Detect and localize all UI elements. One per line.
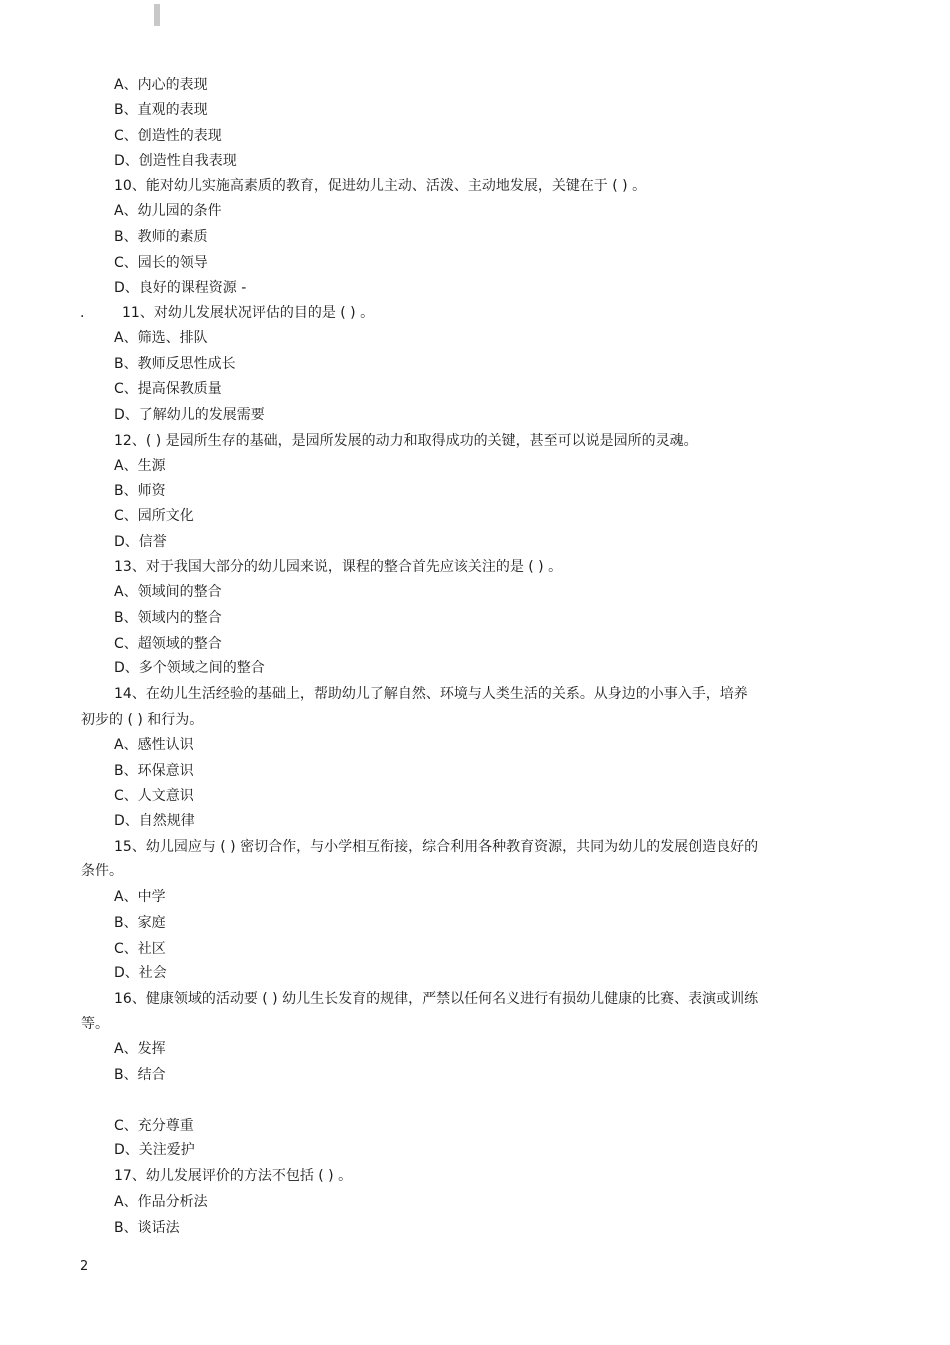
question-16: 16、健康领域的活动要 ( ) 幼儿生长发育的规律，严禁以任何名义进行有损幼儿健康的比赛、表演或训练 (114, 991, 759, 1007)
question-16-continuation: 等。 (81, 1016, 109, 1032)
question-15: 15、幼儿园应与 ( ) 密切合作，与小学相互衔接，综合利用各种教育资源，共同为幼儿的发展创造良好的 (114, 839, 759, 855)
option-d: D、良好的课程资源 - (114, 280, 247, 296)
question-13: 13、对于我国大部分的幼儿园来说，课程的整合首先应该关注的是 ( ) 。 (114, 559, 563, 575)
option-b: B、结合 (114, 1067, 166, 1083)
option-d: D、关注爱护 (114, 1142, 195, 1158)
option-c: C、充分尊重 (114, 1118, 194, 1134)
option-c: C、提高保教质量 (114, 381, 222, 397)
question-14-continuation: 初步的 ( ) 和行为。 (81, 712, 204, 728)
option-c: C、园所文化 (114, 508, 194, 524)
option-c: C、社区 (114, 941, 166, 957)
option-b: B、教师的素质 (114, 229, 208, 245)
option-d: D、社会 (114, 965, 167, 981)
option-b: B、家庭 (114, 915, 166, 931)
question-15-continuation: 条件。 (81, 863, 123, 879)
option-b: B、谈话法 (114, 1220, 180, 1236)
option-a: A、内心的表现 (114, 77, 208, 93)
option-c: C、超领域的整合 (114, 636, 222, 652)
option-d: D、多个领域之间的整合 (114, 660, 265, 676)
option-c: C、创造性的表现 (114, 128, 222, 144)
option-b: B、教师反思性成长 (114, 356, 236, 372)
option-a: A、感性认识 (114, 737, 194, 753)
page-number: 2 (80, 1259, 89, 1274)
scan-mark (154, 4, 160, 26)
option-a: A、作品分析法 (114, 1194, 208, 1210)
option-b: B、师资 (114, 483, 166, 499)
option-a: A、领域间的整合 (114, 584, 222, 600)
question-17: 17、幼儿发展评价的方法不包括 ( ) 。 (114, 1168, 353, 1184)
option-a: A、中学 (114, 889, 166, 905)
option-a: A、发挥 (114, 1041, 166, 1057)
option-d: D、自然规律 (114, 813, 195, 829)
option-b: B、领域内的整合 (114, 610, 222, 626)
option-c: C、人文意识 (114, 788, 194, 804)
option-d: D、创造性自我表现 (114, 153, 237, 169)
stray-dot: . (80, 305, 85, 321)
option-d: D、信誉 (114, 534, 167, 550)
question-14: 14、在幼儿生活经验的基础上，帮助幼儿了解自然、环境与人类生活的关系。从身边的小事入手，培养 (114, 686, 748, 702)
option-c: C、园长的领导 (114, 255, 208, 271)
option-a: A、筛选、排队 (114, 330, 208, 346)
option-b: B、直观的表现 (114, 102, 208, 118)
option-a: A、生源 (114, 458, 166, 474)
question-12: 12、( ) 是园所生存的基础，是园所发展的动力和取得成功的关键，甚至可以说是园所的灵魂。 (114, 433, 698, 449)
option-d: D、了解幼儿的发展需要 (114, 407, 265, 423)
question-10: 10、能对幼儿实施高素质的教育，促进幼儿主动、活泼、主动地发展，关键在于 ( ) 。 (114, 178, 647, 194)
option-b: B、环保意识 (114, 763, 194, 779)
question-11: 11、对幼儿发展状况评估的目的是 ( ) 。 (122, 305, 375, 321)
option-a: A、幼儿园的条件 (114, 203, 222, 219)
